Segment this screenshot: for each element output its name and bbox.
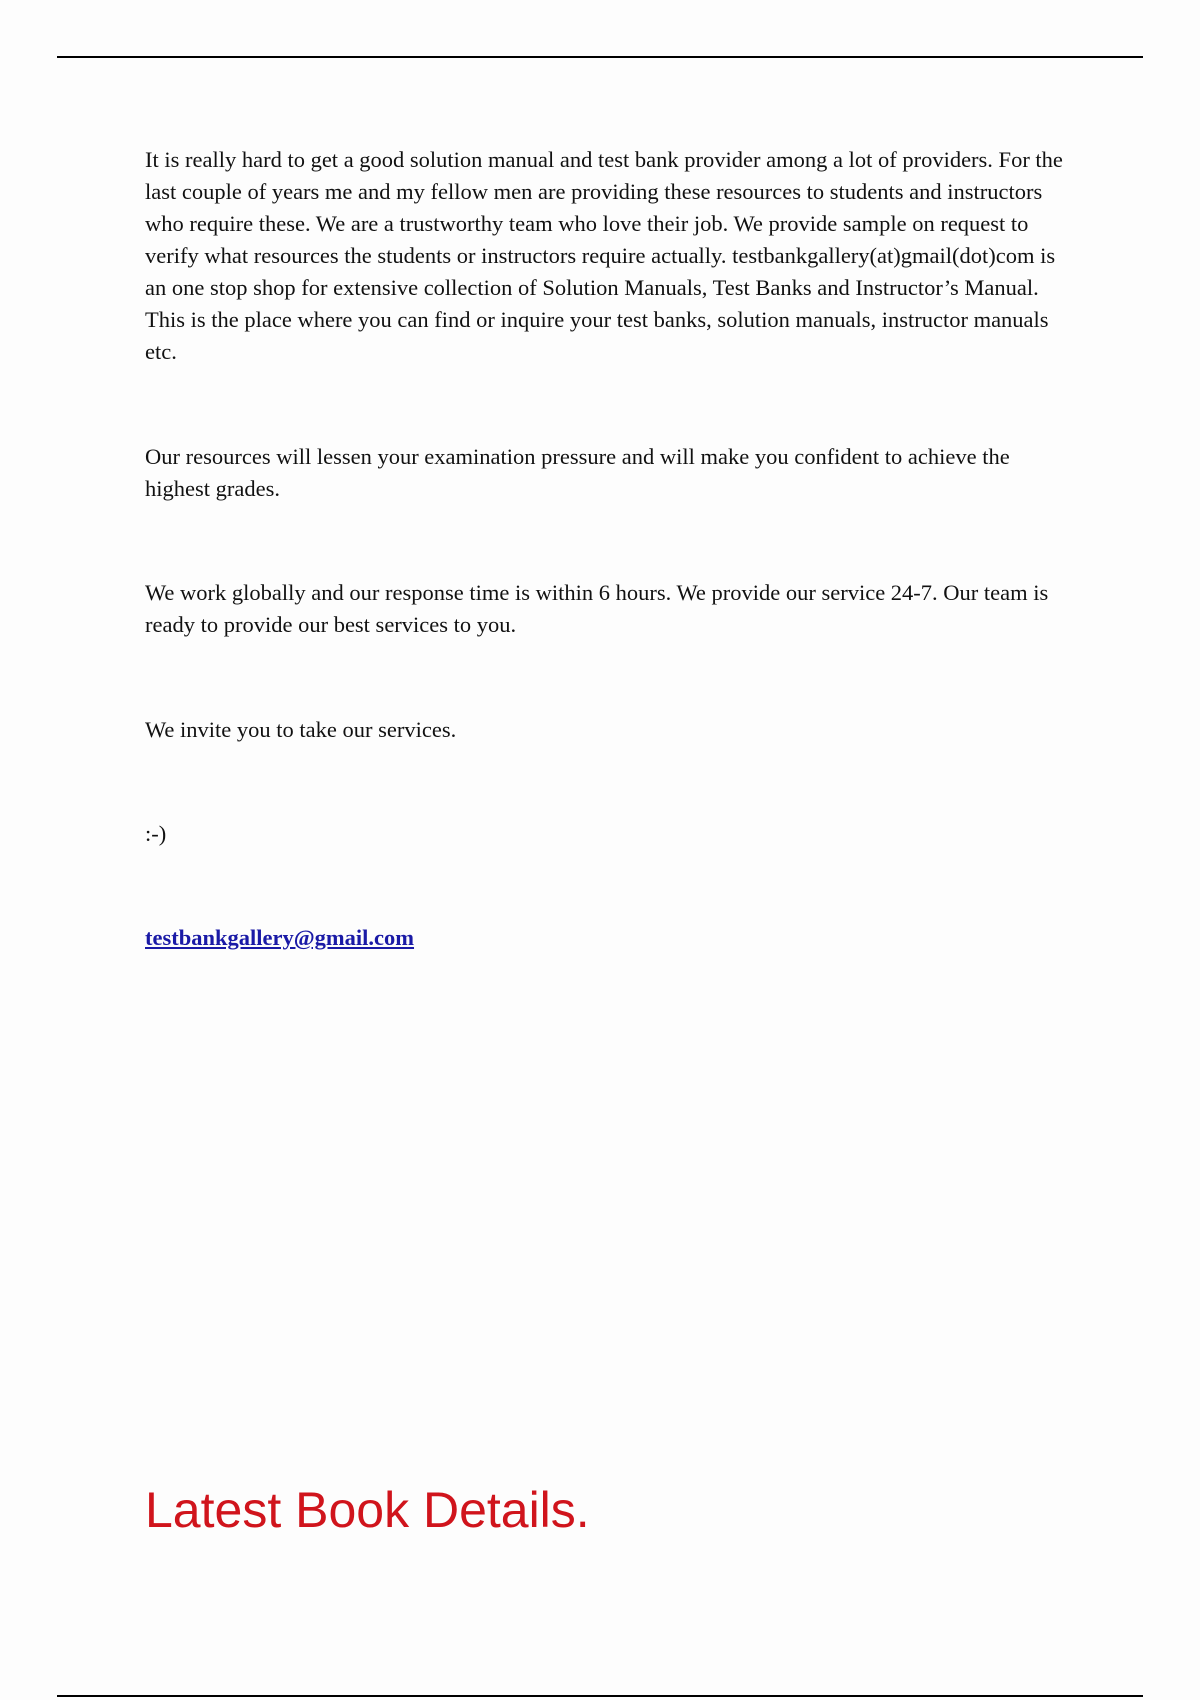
resources-paragraph: Our resources will lessen your examination pressure and will make you confident to achieve the highest grades.: [145, 444, 1010, 501]
smiley-text: :-): [145, 821, 167, 846]
intro-paragraph: It is really hard to get a good solution manual and test bank provider among a lot of providers. For the last couple of years me and my fellow men are providing these resources to students and instructors who require these. We are a trustworthy team who love their job. We provide sample on request to verify what resources the students or instructors require actually. testbankgallery(at)gmail(dot)com is an one stop shop for extensive collection of Solution Manuals, Test Banks and Instructor’s Manual. This is the place where you can find or inquire your test banks, solution manuals, instructor manuals etc.: [145, 147, 1063, 364]
email-link[interactable]: testbankgallery@gmail.com: [145, 925, 415, 950]
top-rule: [57, 56, 1143, 58]
invite-paragraph: We invite you to take our services.: [145, 717, 457, 742]
bottom-rule: [57, 1695, 1143, 1697]
service-paragraph: We work globally and our response time is within 6 hours. We provide our service 24-7. Our team is ready to provide our best services to you.: [145, 580, 1049, 637]
latest-book-details-heading: Latest Book Details.: [145, 1482, 590, 1538]
